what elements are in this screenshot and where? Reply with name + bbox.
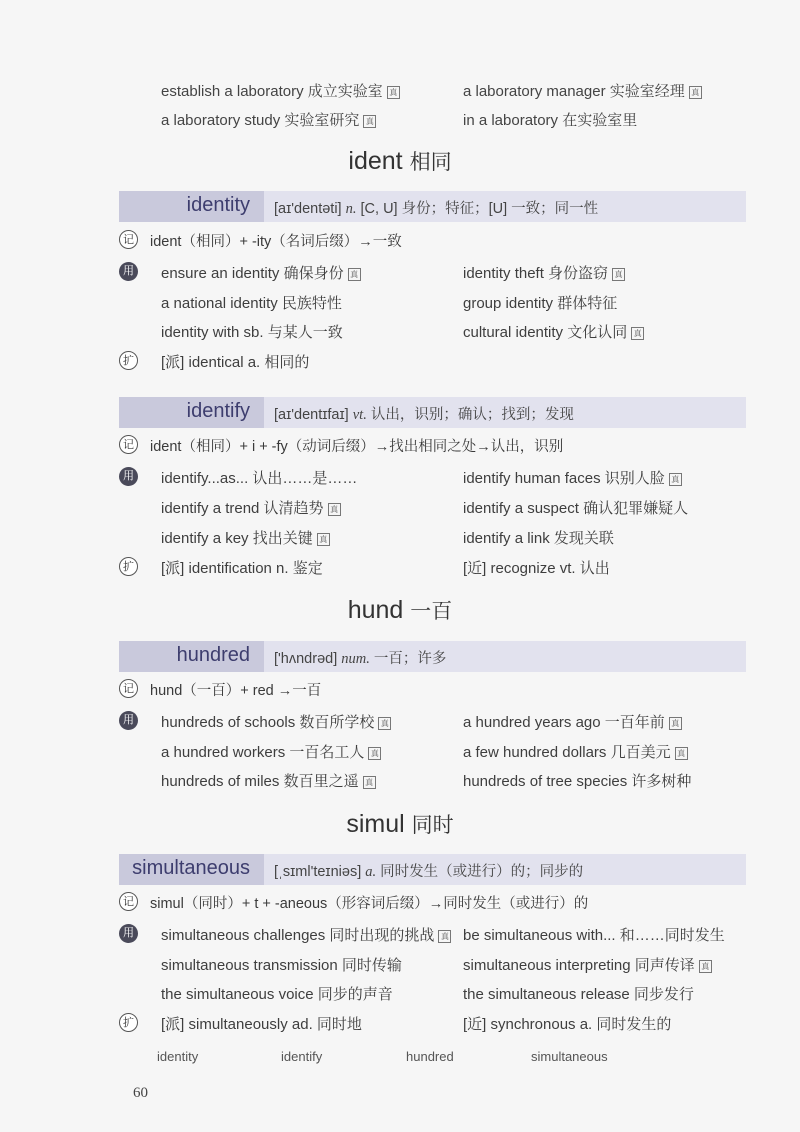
phrase: a hundred workers 一百名工人 真 — [161, 741, 381, 762]
mark-icon: 真 — [669, 717, 682, 730]
phrase: the simultaneous voice 同步的声音 — [161, 986, 393, 1003]
phrase: identity with sb. 与某人一致 — [161, 324, 343, 341]
root-title — [0, 809, 800, 839]
mnemonic-text: simul（同时）+ t + -aneous（形容词后缀）→同时发生（或进行）的 — [150, 896, 589, 912]
usage-icon: 用 — [119, 467, 138, 486]
definition: [ˌsɪml'teɪniəs] a. 同时发生（或进行）的；同步的 — [274, 864, 584, 880]
mnemonic-text: hund（一百）+ red →一百 — [150, 683, 322, 699]
page-number: 60 — [133, 1085, 148, 1101]
mark-icon: 真 — [328, 503, 341, 516]
mark-icon: 真 — [368, 747, 381, 760]
root-word: ident — [348, 147, 403, 175]
extension-icon: 扩 — [119, 1013, 138, 1032]
root-meaning: 相同 — [409, 151, 452, 174]
extension-icon: 扩 — [119, 557, 138, 576]
mnemonic-text: ident（相同）+ -ity（名词后缀）→一致 — [150, 234, 402, 250]
phrase: identify...as... 认出……是…… — [161, 470, 358, 487]
phrase: establish a laboratory 成立实验室 真 — [161, 80, 400, 101]
phrase: group identity 群体特征 — [463, 295, 618, 312]
mark-icon: 真 — [387, 86, 400, 99]
footer-word: identity — [157, 1049, 199, 1064]
headword: hundred — [176, 644, 250, 666]
mnemonic-icon: 记 — [119, 679, 138, 698]
usage-icon: 用 — [119, 262, 138, 281]
footer-word: simultaneous — [531, 1049, 608, 1064]
synonym: [近] synchronous a. 同时发生的 — [463, 1016, 672, 1033]
mnemonic-icon: 记 — [119, 230, 138, 249]
phrase: simultaneous challenges 同时出现的挑战 真 — [161, 924, 451, 945]
phrase: identify a suspect 确认犯罪嫌疑人 — [463, 500, 689, 517]
phrase: hundreds of miles 数百里之遥 真 — [161, 770, 376, 791]
extension-icon: 扩 — [119, 351, 138, 370]
headword-box — [119, 397, 264, 428]
phrase: identify a key 找出关键 真 — [161, 527, 330, 548]
usage-icon: 用 — [119, 711, 138, 730]
footer-word: identify — [281, 1049, 323, 1064]
phrase: cultural identity 文化认同 真 — [463, 321, 644, 342]
mark-icon: 真 — [348, 268, 361, 281]
phrase: a laboratory manager 实验室经理 真 — [463, 80, 702, 101]
definition: [aɪ'dentəti] n. [C, U] 身份；特征；[U] 一致；同一性 — [274, 201, 599, 217]
mnemonic-text: ident（相同）+ i + -fy（动词后缀）→找出相同之处→认出，识别 — [150, 439, 564, 455]
mark-icon: 真 — [612, 268, 625, 281]
root-word: hund — [347, 596, 404, 624]
phrase: identify human faces 识别人脸 真 — [463, 467, 682, 488]
entry-header-hundred — [119, 641, 746, 672]
phrase: hundreds of schools 数百所学校 真 — [161, 711, 391, 732]
headword: simultaneous — [132, 857, 250, 879]
mark-icon: 真 — [317, 533, 330, 546]
mnemonic-icon: 记 — [119, 435, 138, 454]
root-title — [0, 146, 800, 176]
phrase: identify a link 发现关联 — [463, 530, 614, 547]
mark-icon: 真 — [631, 327, 644, 340]
headword: identity — [186, 194, 250, 216]
headword-box — [119, 854, 264, 885]
headword-box — [119, 641, 264, 672]
phrase: a hundred years ago 一百年前 真 — [463, 711, 682, 732]
headword-box — [119, 191, 264, 222]
headword: identify — [186, 400, 250, 422]
mark-icon: 真 — [669, 473, 682, 486]
phrase: identity theft 身份盗窃 真 — [463, 262, 625, 283]
mark-icon: 真 — [675, 747, 688, 760]
root-meaning: 一百 — [410, 600, 453, 623]
mnemonic-icon: 记 — [119, 892, 138, 911]
mark-icon: 真 — [363, 115, 376, 128]
footer-word: hundred — [406, 1049, 454, 1064]
derivative: [派] identification n. 鉴定 — [161, 560, 323, 577]
phrase: the simultaneous release 同步发行 — [463, 986, 694, 1003]
phrase: simultaneous interpreting 同声传译 真 — [463, 954, 712, 975]
phrase: hundreds of tree species 许多树种 — [463, 773, 692, 790]
root-word: simul — [346, 810, 405, 838]
derivative: [派] identical a. 相同的 — [161, 354, 310, 371]
mark-icon: 真 — [438, 930, 451, 943]
phrase: ensure an identity 确保身份 真 — [161, 262, 361, 283]
entry-header-identity — [119, 191, 746, 222]
derivative: [派] simultaneously ad. 同时地 — [161, 1016, 362, 1033]
mark-icon: 真 — [363, 776, 376, 789]
mark-icon: 真 — [699, 960, 712, 973]
synonym: [近] recognize vt. 认出 — [463, 560, 610, 577]
usage-icon: 用 — [119, 924, 138, 943]
entry-header-identify — [119, 397, 746, 428]
definition: [aɪ'dentɪfaɪ] vt. 认出，识别；确认；找到；发现 — [274, 407, 574, 423]
phrase: identify a trend 认清趋势 真 — [161, 497, 341, 518]
phrase: a national identity 民族特性 — [161, 295, 342, 312]
root-meaning: 同时 — [411, 814, 454, 837]
mark-icon: 真 — [378, 717, 391, 730]
definition: ['hʌndrəd] num. 一百；许多 — [274, 651, 447, 667]
entry-header-simultaneous — [119, 854, 746, 885]
phrase: in a laboratory 在实验室里 — [463, 112, 638, 129]
root-title — [0, 595, 800, 625]
phrase: a laboratory study 实验室研究 真 — [161, 109, 376, 130]
phrase: simultaneous transmission 同时传输 — [161, 957, 402, 974]
phrase: a few hundred dollars 几百美元 真 — [463, 741, 688, 762]
phrase: be simultaneous with... 和……同时发生 — [463, 927, 725, 944]
mark-icon: 真 — [689, 86, 702, 99]
